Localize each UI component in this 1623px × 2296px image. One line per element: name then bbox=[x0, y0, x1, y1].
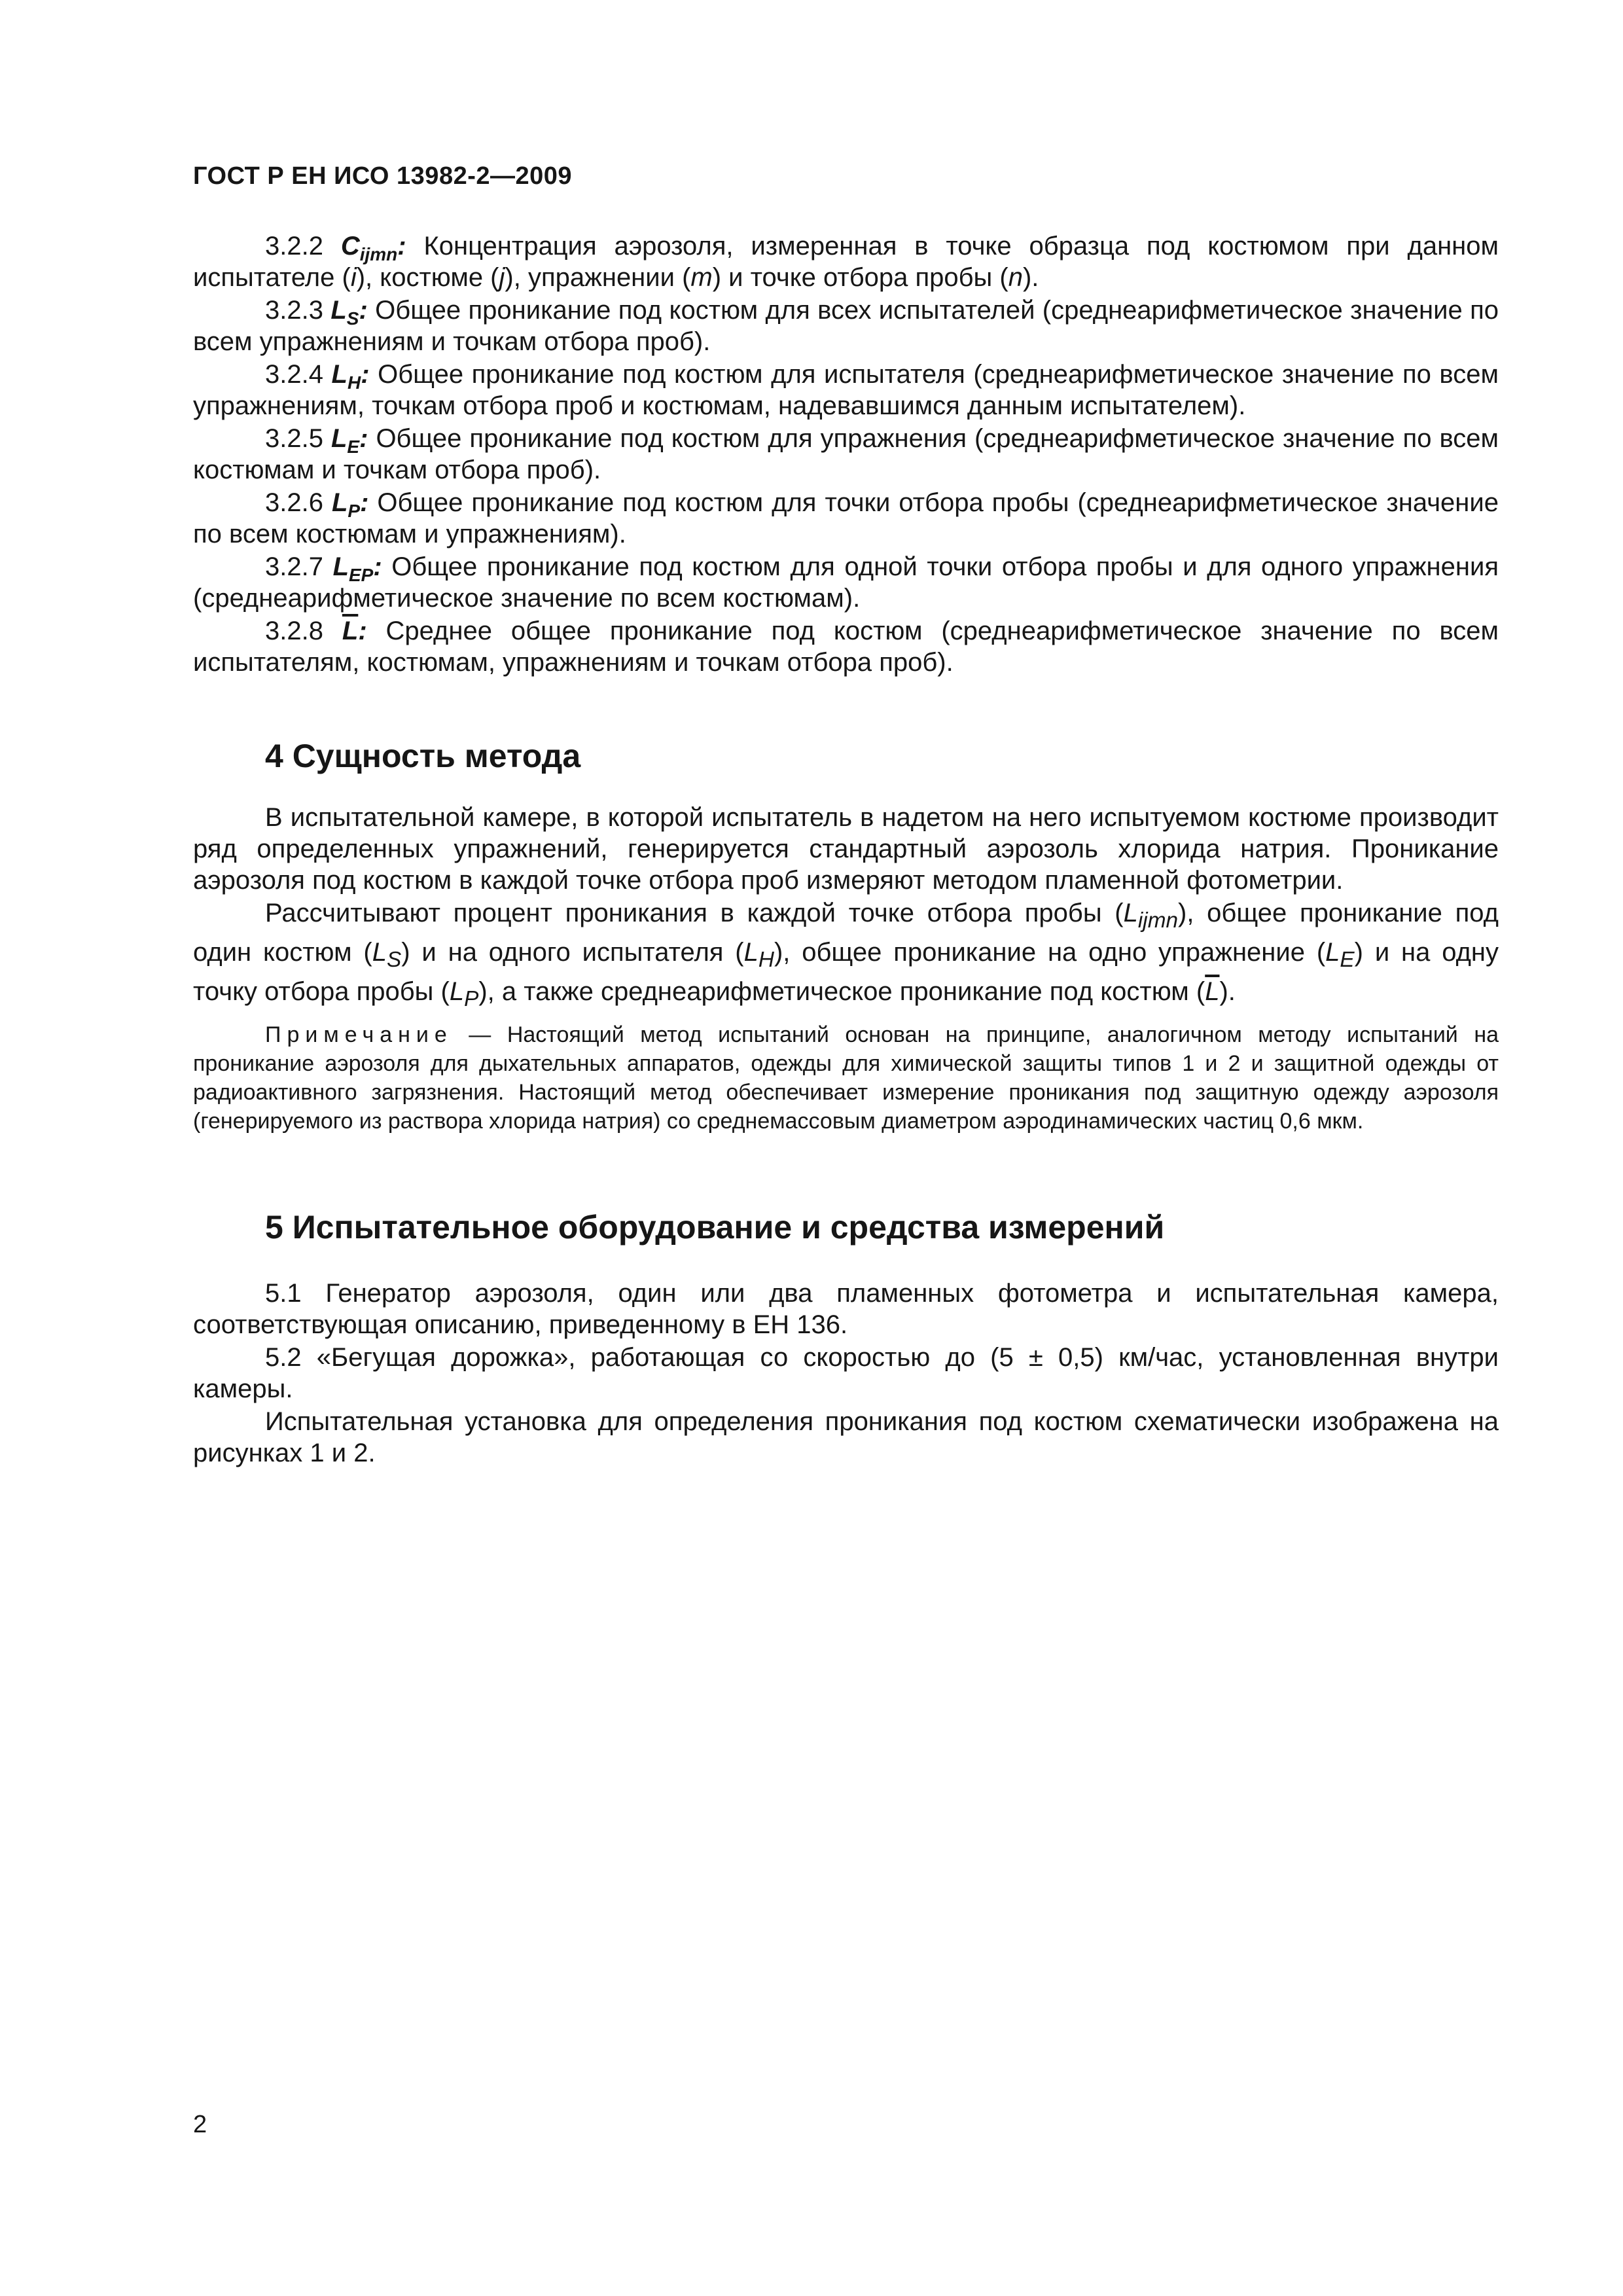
definition-text: Концентрация аэрозоля, измеренная в точке образца под костюмом при данном испытателе ( bbox=[193, 232, 1499, 292]
definition-text: Общее проникание под костюм для испытателя (среднеарифметическое значение по всем упражнениям, точкам отбора проб и костюмам, надевавшимся данным испытателем). bbox=[193, 360, 1499, 420]
note-text: — Настоящий метод испытаний основан на принципе, аналогичном методу испытаний на проникание аэрозоля для дыхательных аппаратов, одежды для химической защиты типов 1 и 2 и защитной одежды от радиоактивного загрязнения. Настоящий метод обеспечивает измерение проникания под защитную одежду аэрозоля (генерируемого из раствора хлорида натрия) со среднемассовым диаметром аэродинамических частиц 0,6 мкм. bbox=[193, 1022, 1499, 1134]
note-label: Примечание bbox=[265, 1022, 453, 1047]
definition-symbol: $\overline{L}$ bbox=[342, 617, 359, 645]
definition-3-2-6 bbox=[193, 487, 1499, 550]
section-5-paragraph-1: 5.1 Генератор аэрозоля, один или два пламенных фотометра и испытательная камера, соответствующая описанию, приведенному в ЕН 136. bbox=[193, 1279, 1499, 1339]
definition-3-2-7 bbox=[193, 551, 1499, 614]
definition-number: 3.2.2 bbox=[265, 232, 323, 260]
definition-number: 3.2.3 bbox=[265, 296, 323, 325]
section-4-note bbox=[193, 1020, 1499, 1136]
document-code-header: ГОСТ Р ЕН ИСО 13982-2—2009 bbox=[193, 162, 573, 190]
definition-number: 3.2.7 bbox=[265, 552, 323, 581]
definition-3-2-2: 3.2.2 $C_{ijmn}$: Концентрация аэрозоля, измеренная в точке образца под костюмом при данном испытателе (i), костюме (j), упражнении (m) и точке отбора пробы (n). bbox=[193, 232, 1499, 292]
definition-number: 3.2.5 bbox=[265, 424, 323, 453]
section-5-paragraph-2: 5.2 «Бегущая дорожка», работающая со скоростью до (5 ± 0,5) км/час, установленная внутри камеры. bbox=[193, 1343, 1499, 1403]
definition-number: 3.2.8 bbox=[265, 617, 323, 645]
definition-symbol: $L_H$: bbox=[331, 360, 370, 393]
definition-number: 3.2.4 bbox=[265, 360, 323, 389]
section-4-heading: 4 Сущность метода bbox=[265, 738, 581, 774]
definition-symbol: $L_E$: bbox=[330, 424, 368, 457]
definition-symbol: $C_{ijmn}$: bbox=[340, 232, 406, 264]
section-4-body bbox=[193, 802, 1499, 1136]
definition-text: Общее проникание под костюм для одной точки отбора пробы и для одного упражнения (среднеарифметическое значение по всем костюмам). bbox=[193, 552, 1499, 613]
section-4-paragraph-1: В испытательной камере, в которой испытатель в надетом на него испытуемом костюме производит ряд определенных упражнений, генерируется стандартный аэрозоль хлорида натрия. Проникание аэрозоля под костюм в каждой точке отбора проб измеряют методом пламенной фотометрии. bbox=[193, 803, 1499, 895]
page-number: 2 bbox=[193, 2111, 207, 2138]
definition-number: 3.2.6 bbox=[265, 488, 323, 517]
section-5-heading: 5 Испытательное оборудование и средства измерений bbox=[265, 1209, 1165, 1246]
definitions-block bbox=[193, 230, 1499, 679]
definition-text: Общее проникание под костюм для упражнения (среднеарифметическое значение по всем костюмам и точкам отбора проб). bbox=[193, 424, 1499, 484]
section-5-paragraph-3: Испытательная установка для определения проникания под костюм схематически изображена на рисунках 1 и 2. bbox=[193, 1407, 1499, 1467]
definition-3-2-8: 3.2.8 $\overline{L}$: Среднее общее проникание под костюм (среднеарифметическое значение по всем испытателям, костюмам, упражнениям и точкам отбора проб). bbox=[193, 617, 1499, 677]
definition-symbol: $L_P$: bbox=[331, 488, 369, 521]
definition-3-2-4 bbox=[193, 359, 1499, 422]
definition-symbol: $L_{EP}$: bbox=[332, 552, 382, 585]
section-5 bbox=[193, 1208, 1499, 1247]
definition-text: Общее проникание под костюм для точки отбора пробы (среднеарифметическое значение по всем костюмам и упражнениям). bbox=[193, 488, 1499, 548]
definition-symbol: $L_S$: bbox=[330, 296, 368, 329]
definition-3-2-5 bbox=[193, 423, 1499, 486]
section-5-body bbox=[193, 1278, 1499, 1470]
section-4 bbox=[193, 736, 1499, 776]
definition-text: Среднее общее проникание под костюм (среднеарифметическое значение по всем испытателям, костюмам, упражнениям и точкам отбора проб). bbox=[193, 617, 1499, 677]
section-4-paragraph-2: Рассчитывают процент проникания в каждой точке отбора пробы $(L_{ijmn})$, общее проникание под один костюм $(L_S)$ и на одного испытателя $(L_H)$, общее проникание на одно упражнение $(L_E)$ и на одну точку отбора пробы $(L_P)$, а также среднеарифметическое проникание под костюм $(\overline{L})$. bbox=[193, 899, 1499, 1011]
definition-text: Общее проникание под костюм для всех испытателей (среднеарифметическое значение по всем упражнениям и точкам отбора проб). bbox=[193, 296, 1499, 356]
definition-3-2-3 bbox=[193, 295, 1499, 357]
